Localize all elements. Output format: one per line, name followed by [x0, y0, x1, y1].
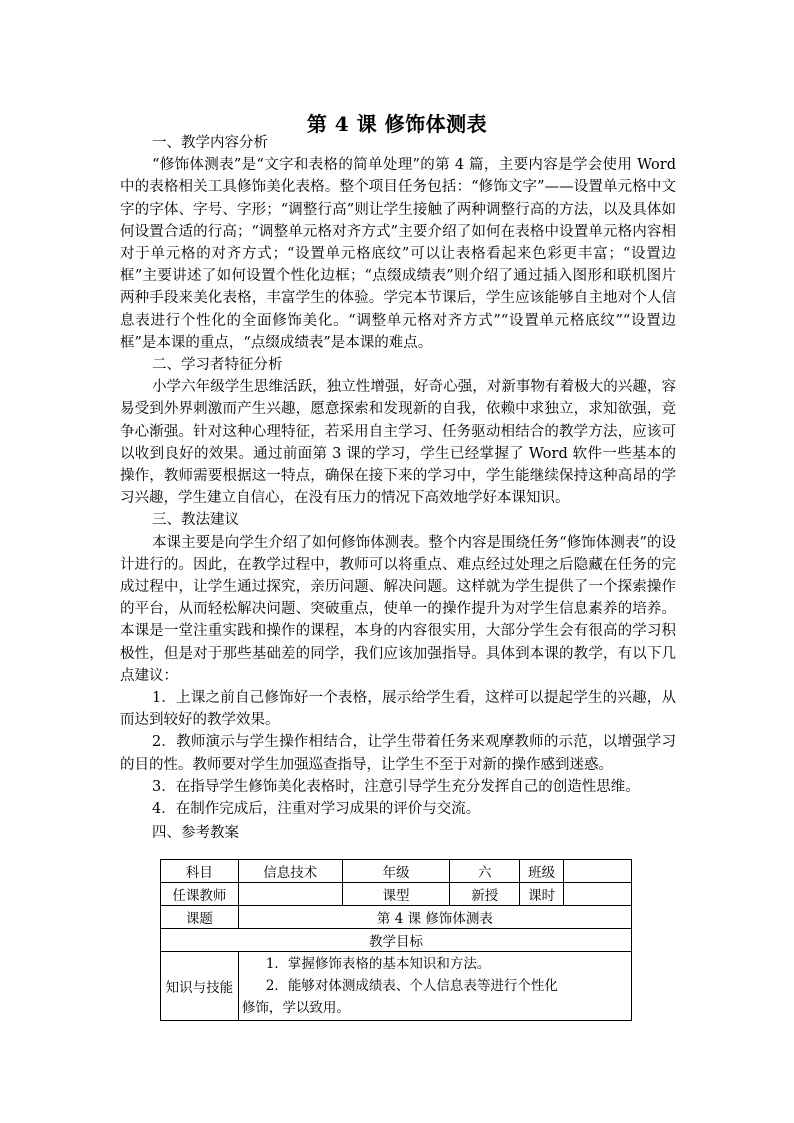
lesson-title: 第 4 课 修饰体测表	[306, 112, 488, 136]
list-item: 1．上课之前自己修饰好一个表格，展示给学生看，这样可以提起学生的兴趣，从而达到较好的教学效果。	[120, 690, 676, 729]
section-heading: 四、参考教案	[152, 825, 239, 842]
list-item: 3．在指导学生修饰美化表格时，注意引导学生充分发挥自己的创造性思维。	[152, 778, 640, 795]
table-row	[161, 883, 632, 906]
paragraph: 小学六年级学生思维活跃，独立性增强，好奇心强，对新事物有着极大的兴趣，容易受到外界刺激而产生兴趣，愿意探索和发现新的自我，依赖中求独立，求知欲强，竞争心渐强。针对这种心理特征，若采用自主学习、任务驱动相结合的教学方法，应该可以收到良好的效果。通过前面第 3 课的学习，学生已经掌握了 Word 软件一些基本的操作，教师需要根据这一特点，确保在接下来的学习中，学生能继续保持这种高昂的学习兴趣，学生建立自信心，在没有压力的情况下高效地学好本课知识。	[120, 379, 676, 507]
paragraph: 本课主要是向学生介绍了如何修饰体测表。整个内容是围绕任务“修饰体测表”的设计进行的。因此，在教学过程中，教师可以将重点、难点经过处理之后隐藏在任务的完成过程中，让学生通过探究，亲历问题、解决问题。这样就为学生提供了一个探索操作的平台，从而轻松解决问题、突破重点，使单一的操作提升为对学生信息素养的培养。本课是一堂注重实践和操作的课程，本身的内容很实用，大部分学生会有很高的学习积极性，但是对于那些基础差的同学，我们应该加强指导。具体到本课的教学，有以下几点建议：	[120, 534, 676, 684]
table-cell	[564, 860, 632, 883]
table-cell: 知识与技能	[161, 952, 239, 1021]
table-cell: 年级	[342, 860, 450, 883]
table-cell: 任课教师	[161, 883, 239, 906]
table-row	[161, 952, 632, 1021]
table-cell	[238, 952, 631, 1021]
table-cell: 课时	[520, 883, 564, 906]
section-heading: 一、教学内容分析	[152, 135, 268, 151]
table-cell: 科目	[161, 860, 239, 883]
table-cell: 教学目标	[161, 929, 632, 952]
table-row	[161, 860, 632, 883]
section-heading: 二、学习者特征分析	[152, 357, 283, 374]
table-row	[161, 906, 632, 929]
paragraph: “修饰体测表”是“文字和表格的简单处理”的第 4 篇，主要内容是学会使用 Word 中的表格相关工具修饰美化表格。整个项目任务包括：“修饰文字”——设置单元格中文字的字体、字号、字形；“调整行高”则让学生接触了两种调整行高的方法，以及具体如何设置合适的行高；“调整单元格对齐方式”主要介绍了如何在表格中设置单元格内容相对于单元格的对齐方式；“设置单元格底纹”可以让表格看起来色彩更丰富；“设置边框”主要讲述了如何设置个性化边框；“点缀成绩表”则介绍了通过插入图形和联机图片两种手段来美化表格，丰富学生的体验。学完本节课后，学生应该能够自主地对个人信息表进行个性化的全面修饰美化。“调整单元格对齐方式”“设置单元格底纹”“设置边框”是本课的重点，“点缀成绩表”是本课的难点。	[120, 157, 676, 351]
section-heading: 三、教法建议	[152, 512, 239, 529]
table-cell: 第 4 课 修饰体测表	[238, 906, 631, 929]
table-cell	[238, 883, 342, 906]
objective-line: 2．能够对体测成绩表、个人信息表等进行个性化	[265, 978, 558, 994]
table-cell: 课型	[342, 883, 450, 906]
table-cell: 新授	[450, 883, 520, 906]
table-cell: 班级	[520, 860, 564, 883]
list-item: 2．教师演示与学生操作相结合，让学生带着任务来观摩教师的示范，以增强学习的目的性。教师要对学生加强巡查指导，让学生不至于对新的操作感到迷惑。	[120, 734, 676, 773]
table-cell: 信息技术	[238, 860, 342, 883]
objective-line: 修饰，学以致用。	[241, 1000, 350, 1016]
list-item: 4．在制作完成后，注重对学习成果的评价与交流。	[152, 801, 481, 818]
table-cell: 六	[450, 860, 520, 883]
lesson-plan-table	[160, 859, 632, 1021]
table-row	[161, 929, 632, 952]
objective-line: 1．掌握修饰表格的基本知识和方法。	[265, 956, 491, 972]
table-cell: 课题	[161, 906, 239, 929]
lesson-body	[120, 132, 676, 845]
table-cell	[564, 883, 632, 906]
